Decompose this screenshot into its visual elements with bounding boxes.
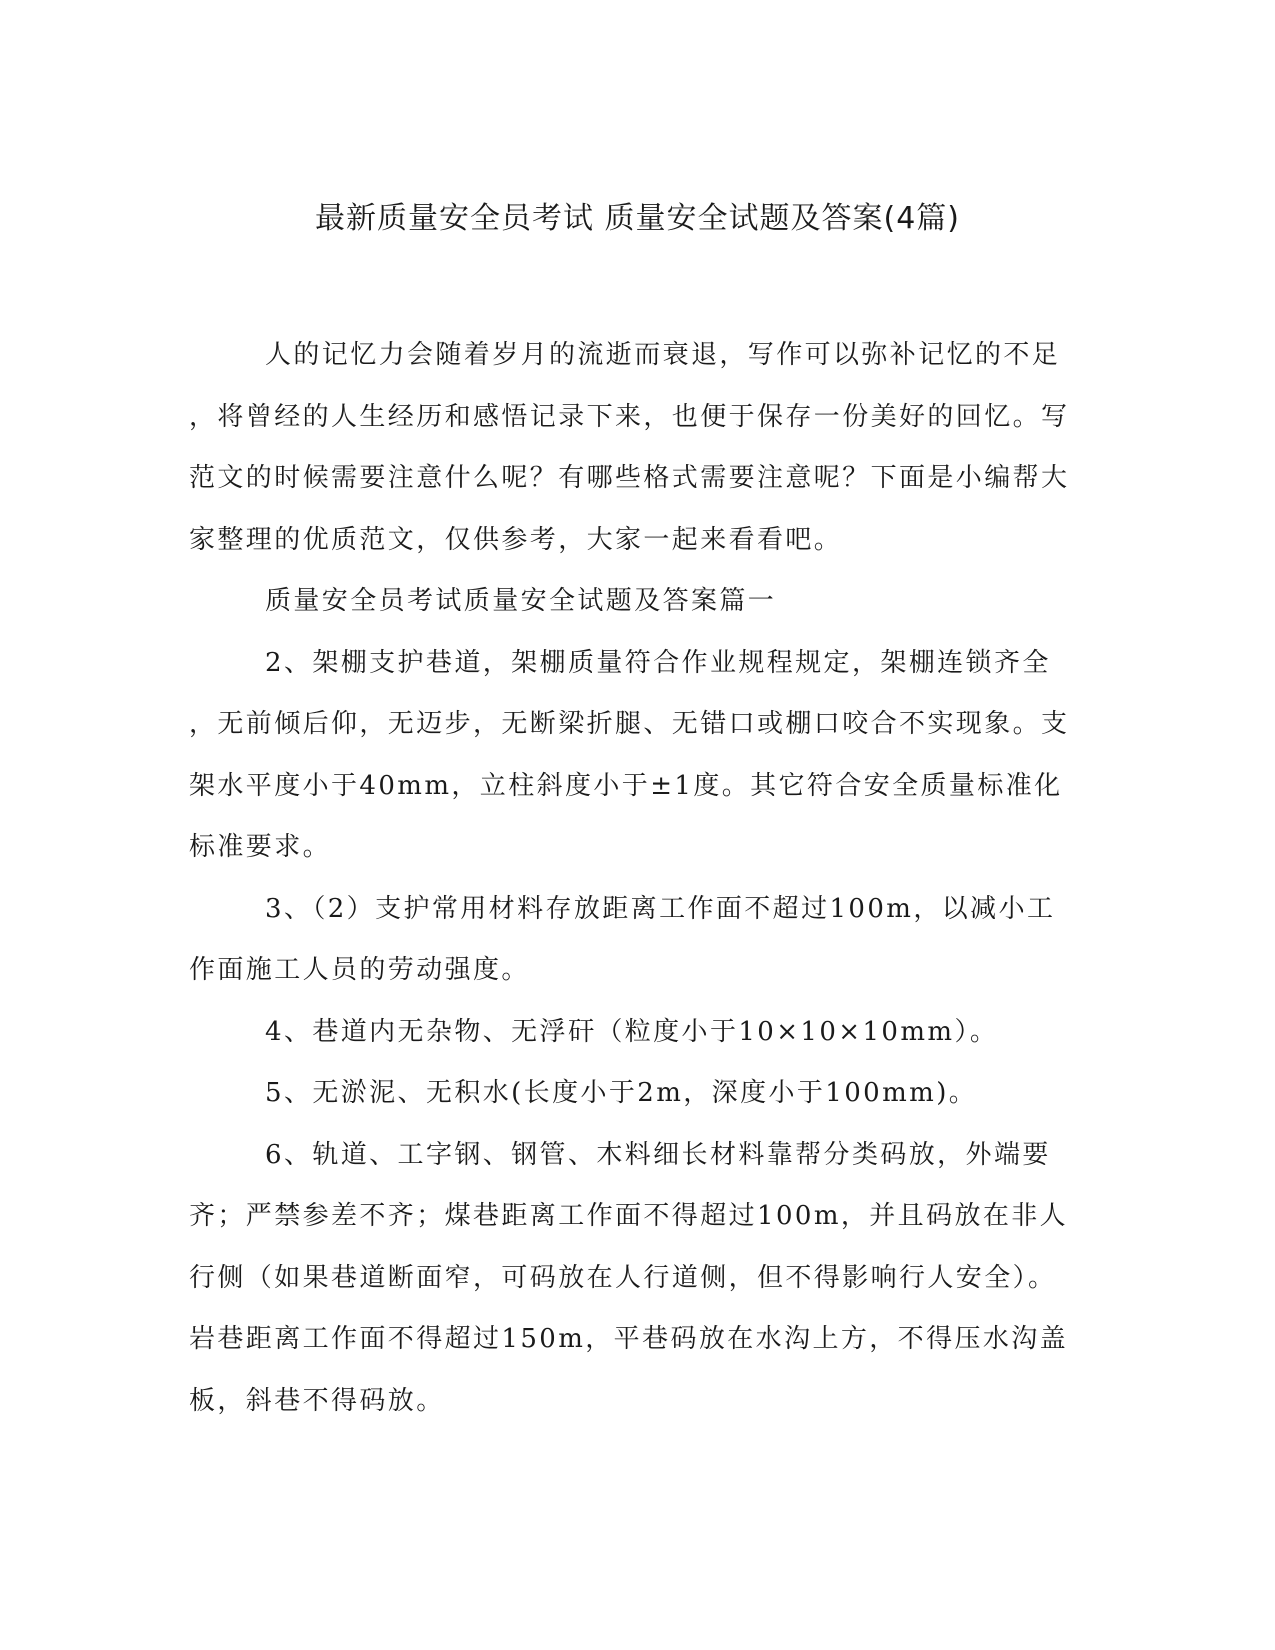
item-paragraph-5: 5、无淤泥、无积水(长度小于2m，深度小于100mm)。 xyxy=(265,1078,978,1108)
item-paragraph-6: 6、轨道、工字钢、钢管、木料细长材料靠帮分类码放，外端要齐；严禁参差不齐；煤巷距离工作面不得超过100m，并且码放在非人行侧（如果巷道断面窄，可码放在人行道侧，但不得影响行人安全）。岩巷距离工作面不得超过150m，平巷码放在水沟上方，不得压水沟盖板，斜巷不得码放。 xyxy=(189,1139,1069,1416)
intro-paragraph: 人的记忆力会随着岁月的流逝而衰退，写作可以弥补记忆的不足，将曾经的人生经历和感悟记录下来，也便于保存一份美好的回忆。写范文的时候需要注意什么呢？有哪些格式需要注意呢？下面是小编帮大家整理的优质范文，仅供参考，大家一起来看看吧。 xyxy=(189,340,1070,555)
document-title: 最新质量安全员考试 质量安全试题及答案(4篇) xyxy=(314,201,961,236)
section-heading: 质量安全员考试质量安全试题及答案篇一 xyxy=(265,586,777,616)
item-paragraph-2: 2、架棚支护巷道，架棚质量符合作业规程规定，架棚连锁齐全，无前倾后仰，无迈步，无断梁折腿、无错口或棚口咬合不实现象。支架水平度小于40mm，立柱斜度小于±1度。其它符合安全质量标准化标准要求。 xyxy=(189,647,1070,862)
item-paragraph-4: 4、巷道内无杂物、无浮矸（粒度小于10×10×10mm）。 xyxy=(265,1016,999,1047)
document-body xyxy=(189,325,1071,1432)
item-paragraph-3: 3、（2）支护常用材料存放距离工作面不超过100m，以减小工作面施工人员的劳动强度。 xyxy=(189,893,1056,985)
